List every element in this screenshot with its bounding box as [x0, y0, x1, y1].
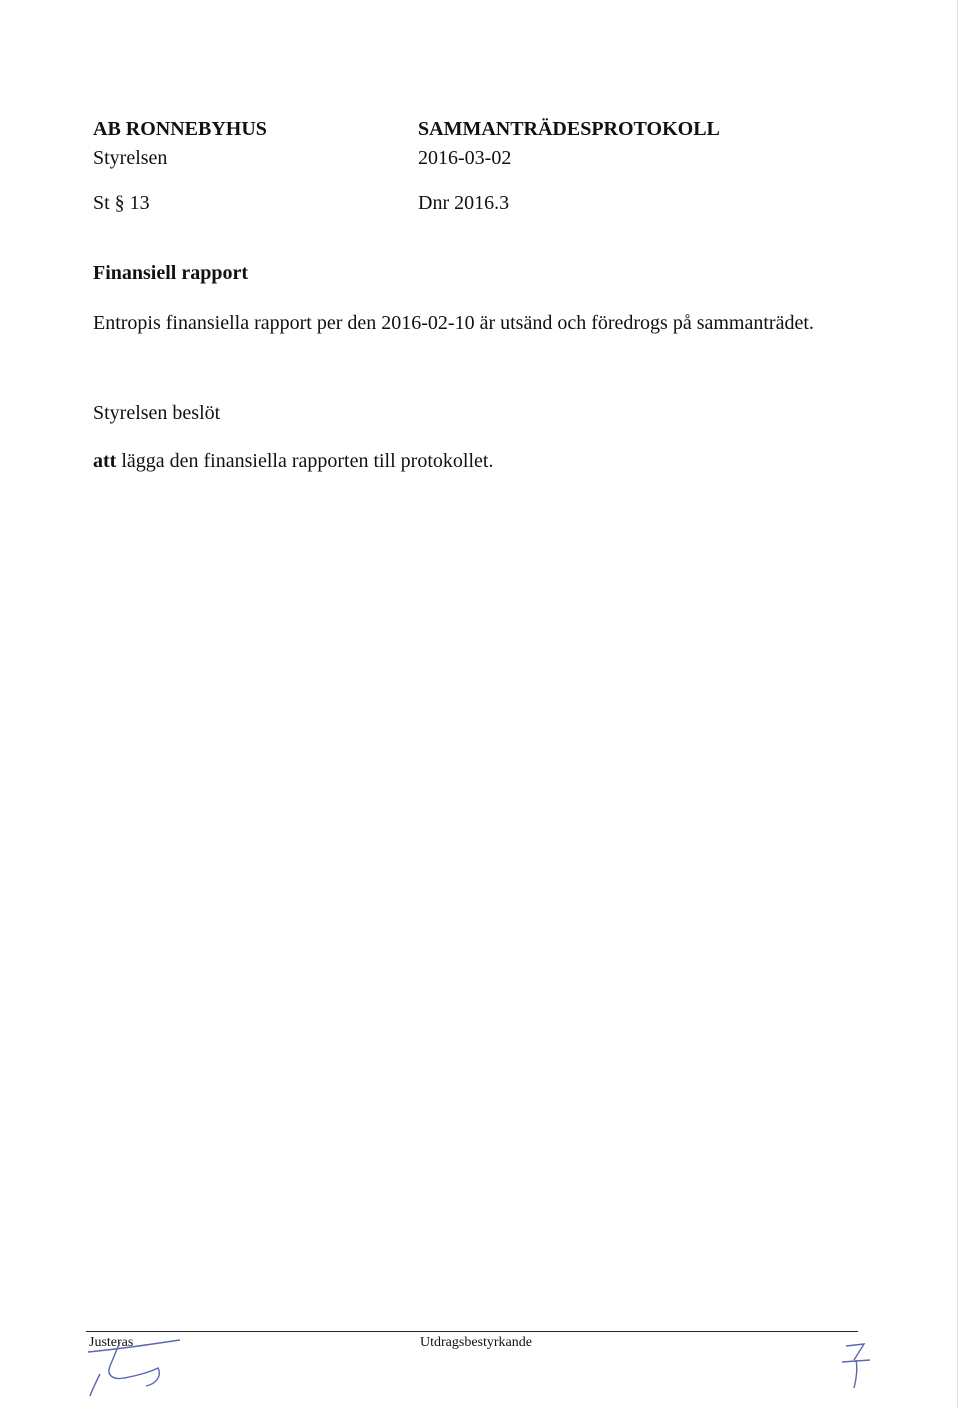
decision-intro: Styrelsen beslöt: [93, 402, 221, 424]
body-name: Styrelsen: [93, 147, 168, 169]
utdragsbestyrkande-label: Utdragsbestyrkande: [420, 1335, 532, 1350]
decision-line: [93, 449, 493, 473]
decision-text: lägga den finansiella rapporten till protokollet.: [116, 450, 494, 472]
footer-rule: [86, 1331, 858, 1332]
justeras-signature: [80, 1328, 190, 1398]
decision-keyword: att: [93, 450, 117, 472]
utdrag-initials: [836, 1338, 886, 1393]
section-title: Finansiell rapport: [93, 262, 249, 284]
justeras-label: Justeras: [89, 1335, 134, 1350]
report-paragraph: Entropis finansiella rapport per den 2016-02-10 är utsänd och föredrogs på sammanträdet.: [93, 312, 814, 334]
meeting-date: 2016-03-02: [418, 147, 512, 169]
org-name: AB RONNEBYHUS: [93, 118, 267, 140]
document-type: SAMMANTRÄDESPROTOKOLL: [418, 118, 720, 140]
page-edge: [957, 0, 958, 1408]
section-reference: St § 13: [93, 192, 150, 214]
diary-number: Dnr 2016.3: [418, 192, 510, 214]
